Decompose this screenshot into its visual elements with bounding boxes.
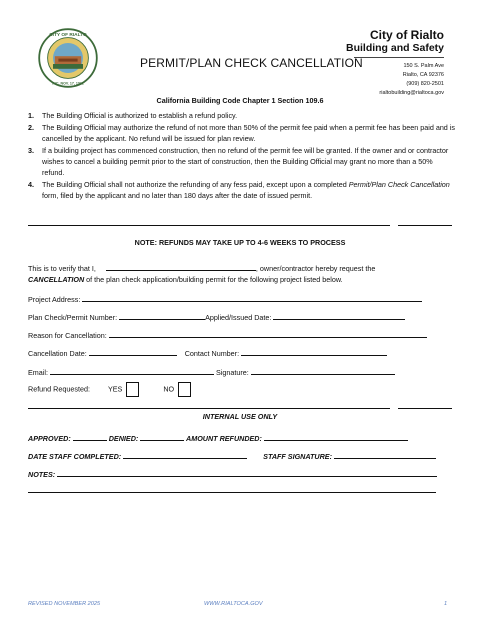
internal-divider — [28, 408, 390, 409]
refund-note: NOTE: REFUNDS MAY TAKE UP TO 4-6 WEEKS TO PROCESS — [134, 238, 346, 247]
reason-field[interactable] — [109, 329, 427, 338]
permit-row: Plan Check/Permit Number: Applied/Issued Date: — [28, 311, 405, 322]
revision-date: REVISED NOVEMBER 2025 — [28, 601, 101, 607]
verify-statement-cont: CANCELLATION of the plan check application/building permit for the following project listed below. — [28, 275, 343, 284]
section-divider — [28, 225, 390, 226]
approval-row: APPROVED: DENIED: AMOUNT REFUNDED: — [28, 432, 408, 443]
header-divider — [354, 57, 444, 58]
policy-item: 1. The Building Official is authorized to establish a refund policy. — [28, 111, 238, 120]
signature-field[interactable] — [251, 366, 395, 375]
issued-date-field[interactable] — [273, 311, 405, 320]
denied-field[interactable] — [140, 432, 184, 441]
project-address-row: Project Address: — [28, 293, 422, 304]
address-line-1: 150 S. Palm Ave — [403, 63, 444, 69]
notes-row: NOTES: — [28, 468, 437, 479]
contact-number-field[interactable] — [241, 347, 387, 356]
staff-signature-field[interactable] — [334, 450, 436, 459]
approved-field[interactable] — [73, 432, 107, 441]
verify-statement: This is to verify that I, , owner/contractor hereby request the — [28, 264, 376, 273]
yes-checkbox[interactable] — [126, 382, 139, 397]
policy-item: 2. The Building Official may authorize the refund of not more than 50% of the permit fee paid when a permit fee has been paid and is cancelled by the applicant. No refund will be issued for plan review. — [28, 123, 455, 143]
city-seal-logo — [38, 28, 98, 88]
email-signature-row: Email: Signature: — [28, 366, 395, 377]
code-reference: California Building Code Chapter 1 Section 109.6 — [156, 96, 324, 105]
permit-number-field[interactable] — [119, 311, 205, 320]
policy-list — [28, 110, 456, 202]
notes-field[interactable] — [57, 468, 437, 477]
phone-number: (909) 820-2501 — [406, 81, 444, 87]
svg-text:INC. NOV. 17, 1911: INC. NOV. 17, 1911 — [52, 81, 84, 86]
city-name: City of Rialto — [370, 28, 444, 42]
notes-line-2[interactable] — [28, 492, 436, 493]
email-field[interactable] — [50, 366, 214, 375]
department-name: Building and Safety — [345, 42, 444, 54]
policy-item: 4. The Building Official shall not authorize the refunding of any fess paid, except upon a completed Permit/Plan Check Cancellation form, filed by the applicant and no later than 180 days after the date of issued permit. — [28, 180, 450, 200]
reason-row: Reason for Cancellation: — [28, 329, 427, 340]
page-number: 1 — [444, 601, 448, 607]
city-header — [346, 28, 444, 98]
no-checkbox[interactable] — [178, 382, 191, 397]
form-title: PERMIT/PLAN CHECK CANCELLATION — [140, 56, 363, 70]
staff-row: DATE STAFF COMPLETED: STAFF SIGNATURE: — [28, 450, 436, 461]
refund-requested-row: Refund Requested: YES NO — [28, 382, 191, 397]
section-divider — [398, 225, 452, 226]
contact-email: rialtobuilding@rialtoca.gov — [379, 90, 444, 96]
cancellation-date-field[interactable] — [89, 347, 177, 356]
name-field[interactable] — [106, 262, 256, 271]
policy-item: 3. If a building project has commenced construction, then no refund of the permit fee will be granted. If the owner and or contractor wishes to cancel a building permit prior to the start of construction, then the Building Official may grant no more than a 50% refund. — [28, 146, 449, 177]
amount-refunded-field[interactable] — [264, 432, 408, 441]
date-staff-completed-field[interactable] — [123, 450, 247, 459]
website-link[interactable]: WWW.RIALTOCA.GOV — [204, 601, 263, 607]
svg-text:CITY OF RIALTO: CITY OF RIALTO — [49, 32, 87, 38]
project-address-field[interactable] — [82, 293, 422, 302]
internal-divider — [398, 408, 452, 409]
address-line-2: Rialto, CA 92376 — [402, 72, 444, 78]
date-contact-row: Cancellation Date: Contact Number: — [28, 347, 387, 358]
internal-heading: INTERNAL USE ONLY — [202, 412, 278, 421]
